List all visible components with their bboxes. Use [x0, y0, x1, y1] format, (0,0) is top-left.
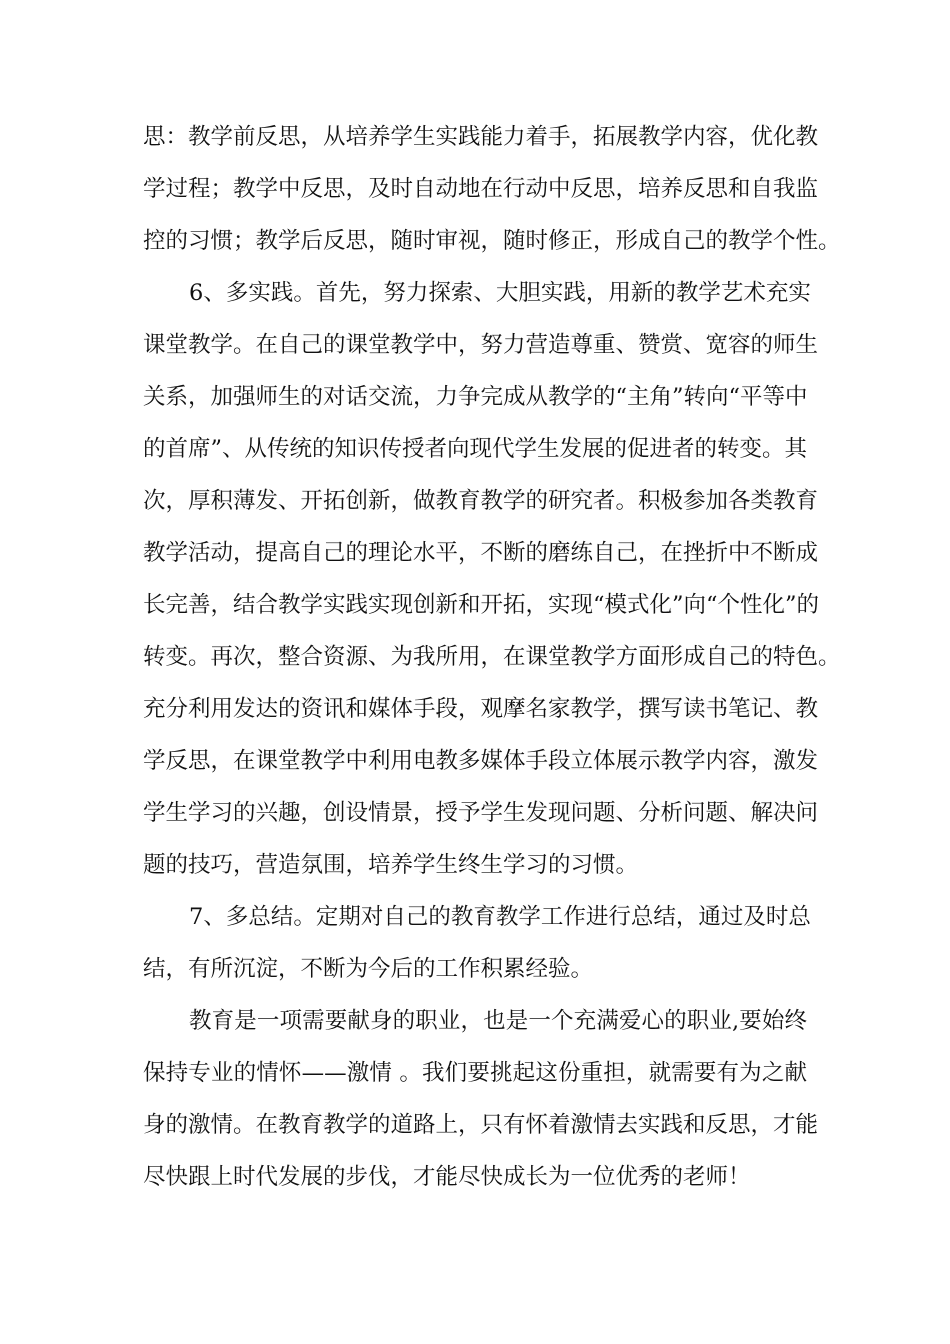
text-line: 题的技巧，营造氛围，培养学生终生学习的习惯。 — [143, 852, 639, 878]
text-line: 的首席”、从传统的知识传授者向现代学生发展的促进者的转变。其 — [143, 436, 808, 462]
text-line: 充分利用发达的资讯和媒体手段，观摩名家教学，撰写读书笔记、教 — [143, 696, 819, 722]
text-line: 教学活动，提高自己的理论水平，不断的磨练自己，在挫折中不断成 — [143, 540, 819, 566]
text-line: 长完善，结合教学实践实现创新和开拓，实现“模式化”向“个性化”的 — [143, 592, 820, 618]
text-line: 课堂教学。在自己的课堂教学中，努力营造尊重、赞赏、宽容的师生 — [143, 332, 819, 358]
text-line: 控的习惯；教学后反思，随时审视，随时修正，形成自己的教学个性。 — [143, 228, 841, 254]
text-line: 保持专业的情怀——激情 。我们要挑起这份重担，就需要有为之献 — [143, 1060, 807, 1086]
text-line: 学反思，在课堂教学中利用电教多媒体手段立体展示教学内容，激发 — [143, 748, 819, 774]
paragraph-2-line-7 — [0, 585, 950, 625]
paragraph-1-line-1 — [0, 117, 950, 157]
text-line: 6、多实践。首先，努力探索、大胆实践，用新的教学艺术充实 — [189, 280, 811, 306]
paragraph-2-line-12 — [0, 845, 950, 885]
text-line: 思：教学前反思，从培养学生实践能力着手，拓展教学内容，优化教 — [143, 124, 819, 150]
paragraph-4-line-4 — [0, 1157, 950, 1197]
paragraph-3-line-1 — [0, 897, 950, 937]
text-line: 结，有所沉淀，不断为今后的工作积累经验。 — [143, 956, 594, 982]
text-line: 学生学习的兴趣，创设情景，授予学生发现问题、分析问题、解决问 — [143, 800, 819, 826]
paragraph-2-line-11 — [0, 793, 950, 833]
paragraph-3-line-2 — [0, 949, 950, 989]
paragraph-2-line-3 — [0, 377, 950, 417]
paragraph-2-line-6 — [0, 533, 950, 573]
paragraph-4-line-2 — [0, 1053, 950, 1093]
paragraph-4-line-3 — [0, 1105, 950, 1145]
paragraph-2-line-8 — [0, 637, 950, 677]
paragraph-2-line-2 — [0, 325, 950, 365]
paragraph-2-line-1 — [0, 273, 950, 313]
paragraph-4-line-1 — [0, 1001, 950, 1041]
paragraph-2-line-9 — [0, 689, 950, 729]
text-line: 次，厚积薄发、开拓创新，做教育教学的研究者。积极参加各类教育 — [143, 488, 819, 514]
paragraph-1-line-3 — [0, 221, 950, 261]
text-line: 身的激情。在教育教学的道路上，只有怀着激情去实践和反思，才能 — [143, 1112, 819, 1138]
text-line: 教育是一项需要献身的职业，也是一个充满爱心的职业,要始终 — [189, 1008, 807, 1034]
paragraph-1-line-2 — [0, 169, 950, 209]
paragraph-2-line-5 — [0, 481, 950, 521]
paragraph-2-line-4 — [0, 429, 950, 469]
text-line: 学过程；教学中反思，及时自动地在行动中反思，培养反思和自我监 — [143, 176, 819, 202]
text-line: 关系，加强师生的对话交流，力争完成从教学的“主角”转向“平等中 — [143, 384, 808, 410]
paragraph-2-line-10 — [0, 741, 950, 781]
text-line: 尽快跟上时代发展的步伐，才能尽快成长为一位优秀的老师！ — [143, 1164, 751, 1190]
text-line: 7、多总结。定期对自己的教育教学工作进行总结，通过及时总 — [189, 904, 811, 930]
text-line: 转变。再次，整合资源、为我所用，在课堂教学方面形成自己的特色。 — [143, 644, 841, 670]
